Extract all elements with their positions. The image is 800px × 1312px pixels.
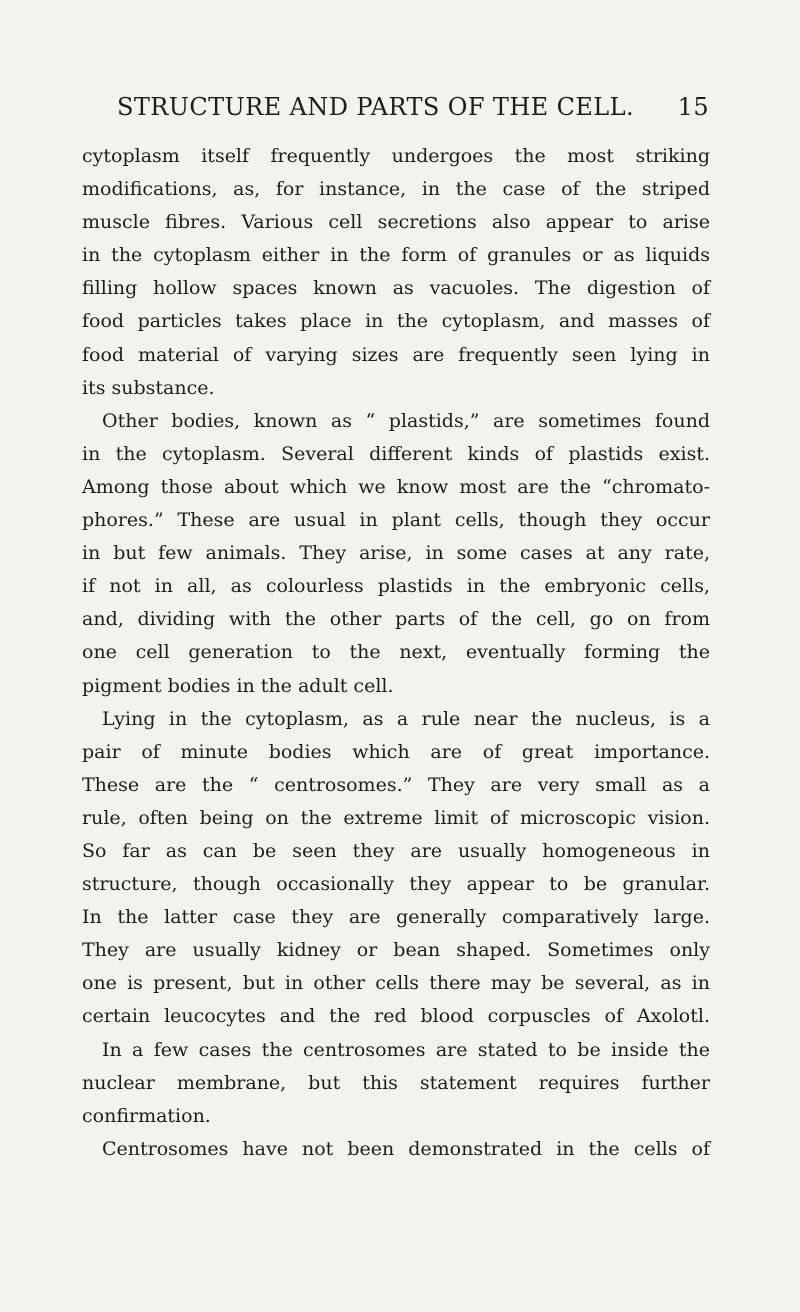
body-text [82,140,710,1166]
text-line: in the cytoplasm. Several different kinds of plastids exist. [82,442,710,465]
text-line: In a few cases the centrosomes are stated to be inside the [102,1038,710,1061]
text-line: Among those about which we know most are the “chromato- [82,475,710,498]
text-line: In the latter case they are generally comparatively large. [82,906,710,929]
running-head-title: STRUCTURE AND PARTS OF THE CELL. [117,93,634,121]
text-line: confirmation. [82,1104,211,1127]
text-line: These are the “ centrosomes.” They are very small as a [82,773,710,796]
text-line: They are usually kidney or bean shaped. Sometimes only [82,939,710,962]
text-line: muscle fibres. Various cell secretions also appear to arise [82,211,710,234]
text-line: modifications, as, for instance, in the case of the striped [82,178,710,201]
text-line: pair of minute bodies which are of great importance. [82,740,710,763]
text-line: food particles takes place in the cytoplasm, and masses of [82,310,710,333]
running-head [117,87,709,127]
text-line: in the cytoplasm either in the form of granules or as liquids [82,244,710,267]
text-line: Other bodies, known as “ plastids,” are sometimes found [102,409,710,432]
text-line: its substance. [82,376,215,399]
text-line: pigment bodies in the adult cell. [82,674,394,697]
text-line: in but few animals. They arise, in some cases at any rate, [82,542,710,565]
text-line: and, dividing with the other parts of the cell, go on from [82,608,710,631]
text-line: rule, often being on the extreme limit of microscopic vision. [82,806,710,829]
text-line: certain leucocytes and the red blood corpuscles of Axolotl. [82,1005,710,1028]
text-line: one is present, but in other cells there may be several, as in [82,972,710,995]
page-number: 15 [677,93,709,121]
text-line: cytoplasm itself frequently undergoes the most striking [82,145,710,167]
text-line: Centrosomes have not been demonstrated in the cells of [102,1137,710,1160]
text-line: filling hollow spaces known as vacuoles. The digestion of [82,277,710,300]
text-line: So far as can be seen they are usually homogeneous in [82,839,710,862]
text-line: structure, though occasionally they appear to be granular. [82,873,710,896]
text-line: nuclear membrane, but this statement requires further [82,1071,710,1094]
text-line: if not in all, as colourless plastids in the embryonic cells, [82,575,710,598]
text-line: one cell generation to the next, eventually forming the [82,641,710,664]
text-line: food material of varying sizes are frequently seen lying in [82,343,710,366]
text-line: phores.” These are usual in plant cells, though they occur [82,509,710,532]
text-line: Lying in the cytoplasm, as a rule near the nucleus, is a [102,707,710,730]
